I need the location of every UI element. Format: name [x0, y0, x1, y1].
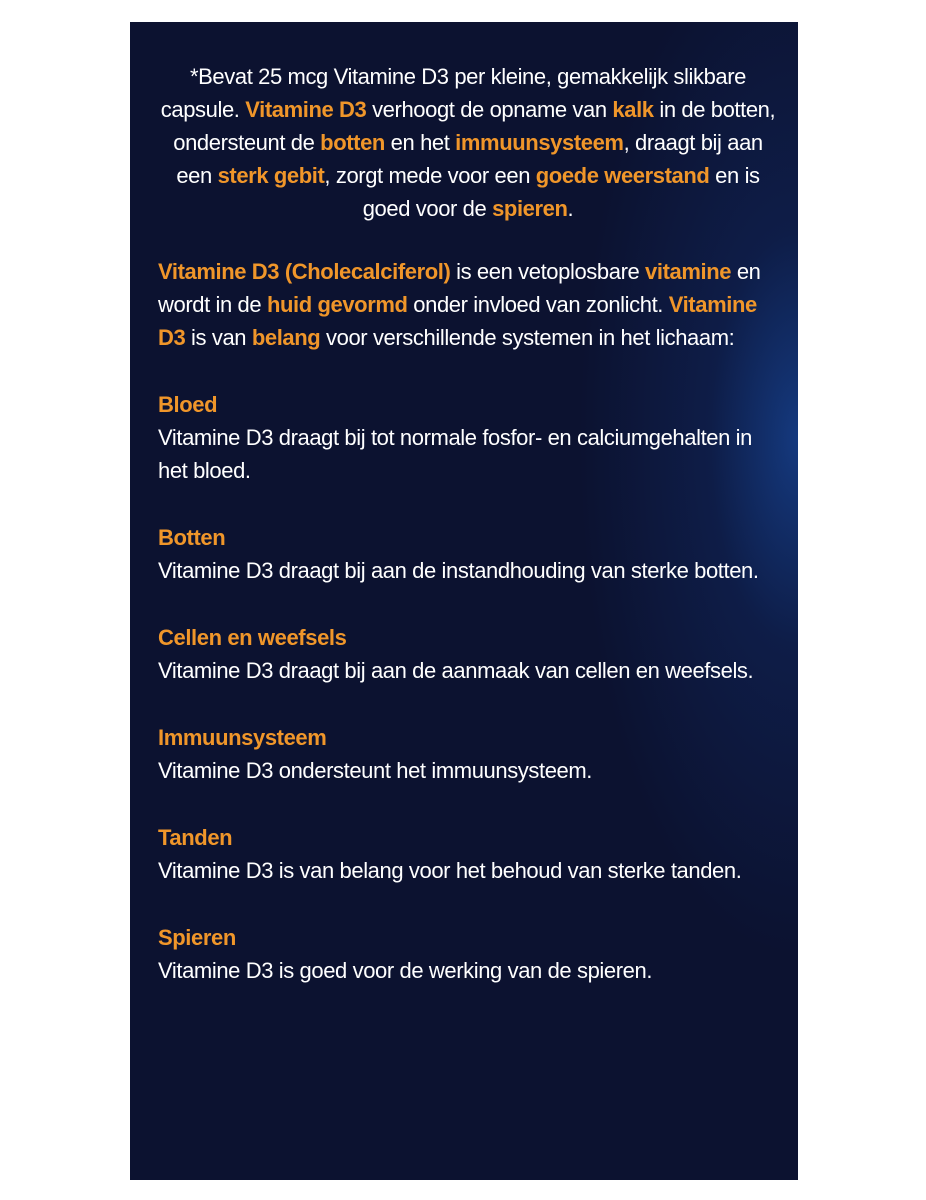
intro-highlight: Vitamine D3	[245, 97, 367, 122]
section-title: Cellen en weefsels	[158, 625, 347, 650]
section-text: Vitamine D3 ondersteunt het immuunsysteem.	[158, 758, 593, 783]
section-tanden	[158, 821, 778, 887]
intro-highlight: spieren	[492, 196, 568, 221]
description-text: is een vetoplosbare	[450, 259, 646, 284]
section-bloed	[158, 388, 778, 487]
description-paragraph	[158, 255, 778, 354]
intro-text: *Bevat 25 mcg Vitamine D3 per kleine, gemakkelijk slikbare capsule.	[160, 64, 746, 122]
section-text: Vitamine D3 is van belang voor het behoud van sterke tanden.	[158, 858, 742, 883]
intro-text: , draagt bij aan een	[176, 130, 763, 188]
section-title: Botten	[158, 525, 226, 550]
intro-text: .	[567, 196, 574, 221]
section-text: Vitamine D3 draagt bij aan de aanmaak van cellen en weefsels.	[158, 658, 754, 683]
intro-text: verhoogt de opname van	[366, 97, 613, 122]
intro-text: in de botten, ondersteunt de	[173, 97, 776, 155]
section-spieren	[158, 921, 778, 987]
intro-text: en is goed voor de	[362, 163, 760, 221]
section-text: Vitamine D3 is goed voor de werking van de spieren.	[158, 958, 653, 983]
section-title: Bloed	[158, 392, 218, 417]
section-text: Vitamine D3 draagt bij tot normale fosfor- en calciumgehalten in het bloed.	[158, 425, 752, 483]
intro-highlight: kalk	[612, 97, 654, 122]
description-highlight: vitamine	[645, 259, 732, 284]
panel-content	[158, 60, 778, 1021]
description-highlight: Vitamine D3	[158, 292, 757, 350]
intro-highlight: botten	[320, 130, 385, 155]
section-title: Tanden	[158, 825, 233, 850]
intro-highlight: immuunsysteem	[455, 130, 624, 155]
intro-paragraph	[158, 60, 778, 225]
intro-text: , zorgt mede voor een	[324, 163, 536, 188]
section-title: Immuunsysteem	[158, 725, 327, 750]
description-text: voor verschillende systemen in het lichaam:	[320, 325, 735, 350]
intro-highlight: goede weerstand	[535, 163, 710, 188]
intro-text: en het	[384, 130, 456, 155]
description-text: onder invloed van zonlicht.	[407, 292, 669, 317]
intro-highlight: sterk gebit	[217, 163, 325, 188]
section-botten	[158, 521, 778, 587]
section-cellen-en-weefsels	[158, 621, 778, 687]
description-text: is van	[185, 325, 252, 350]
description-highlight: Vitamine D3 (Cholecalciferol)	[158, 259, 451, 284]
section-text: Vitamine D3 draagt bij aan de instandhouding van sterke botten.	[158, 558, 759, 583]
description-highlight: huid gevormd	[266, 292, 408, 317]
description-highlight: belang	[251, 325, 321, 350]
info-panel	[130, 22, 798, 1180]
description-text: en wordt in de	[158, 259, 761, 317]
section-title: Spieren	[158, 925, 236, 950]
section-immuunsysteem	[158, 721, 778, 787]
